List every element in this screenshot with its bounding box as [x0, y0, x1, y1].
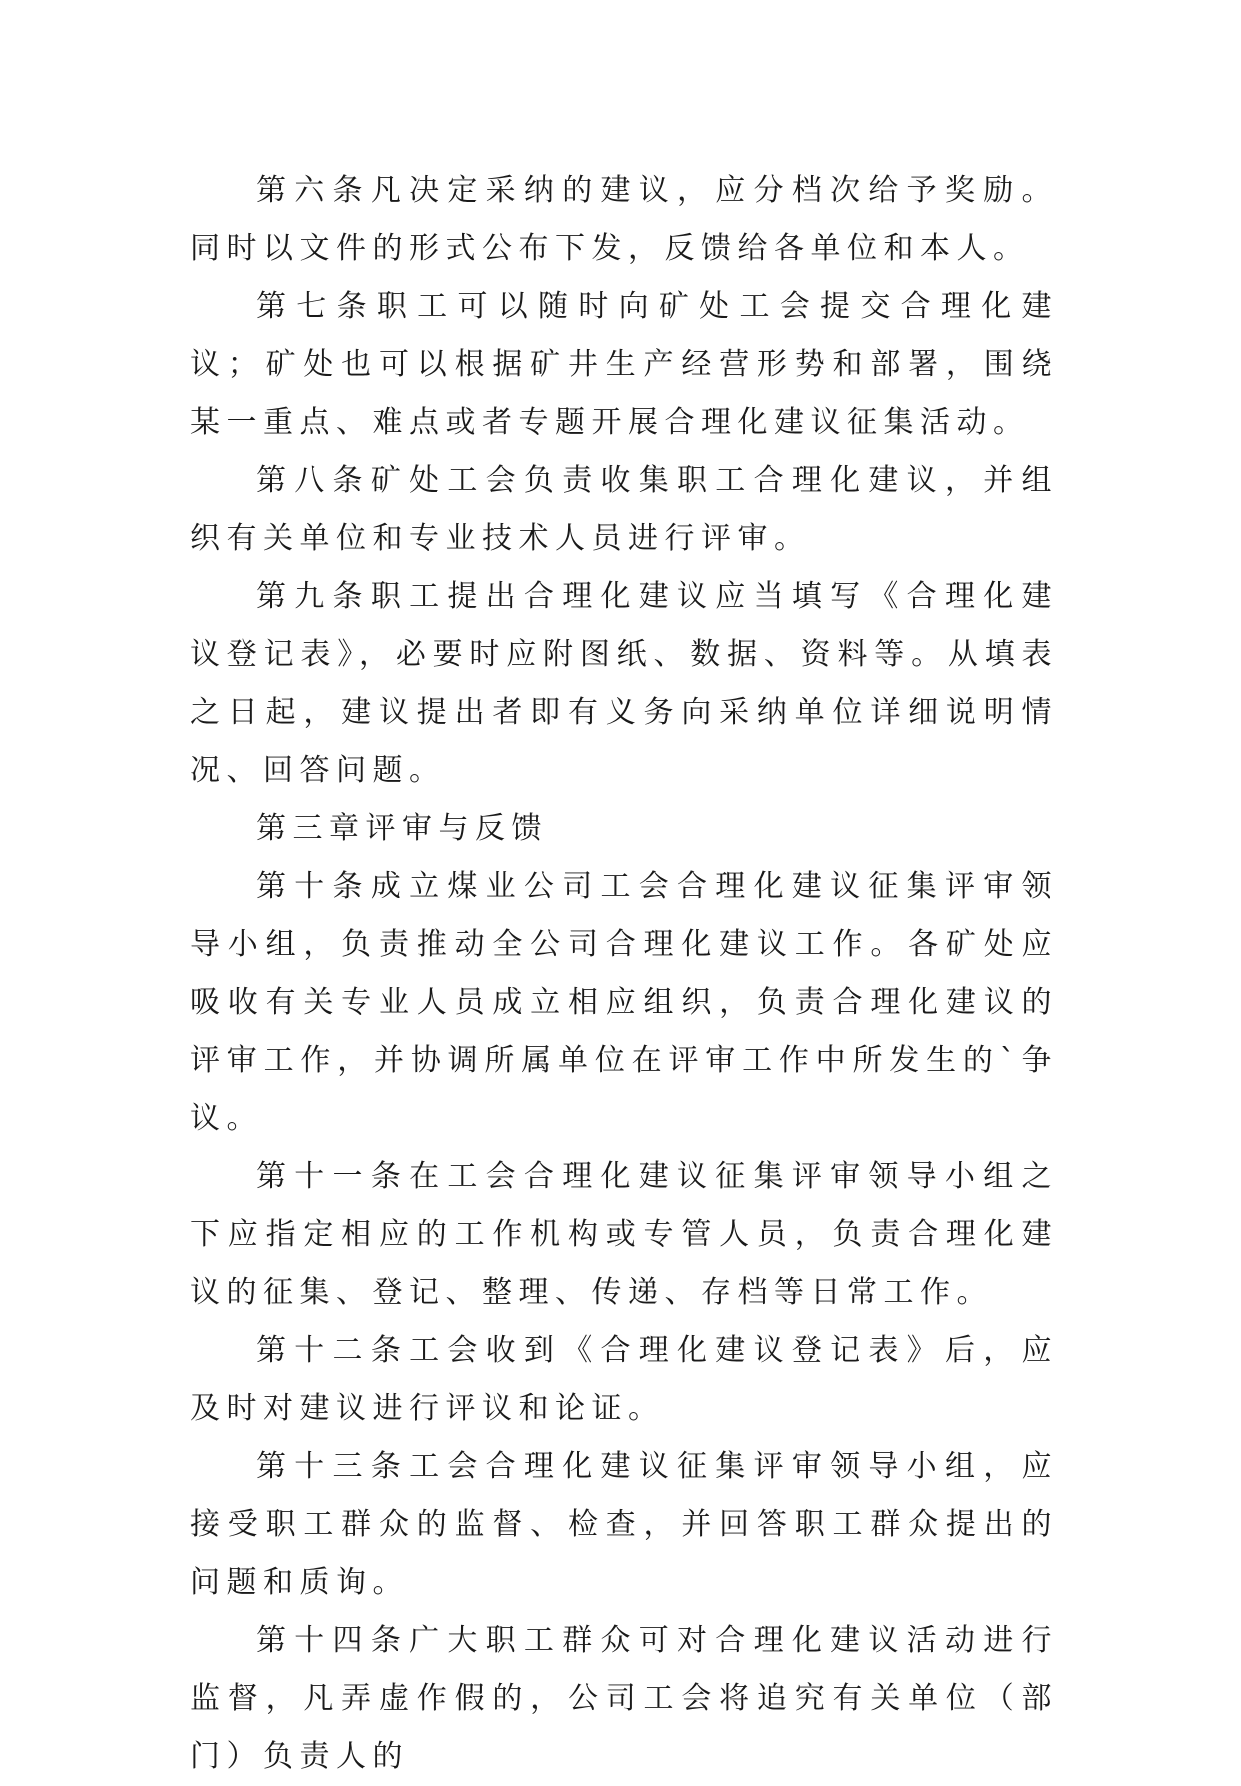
- document-body: [190, 162, 1058, 1786]
- article-11-paragraph: 第十一条在工会合理化建议征集评审领导小组之下应指定相应的工作机构或专管人员，负责合理化建议的征集、登记、整理、传递、存档等日常工作。: [190, 1159, 1058, 1310]
- article-14-paragraph: 第十四条广大职工群众可对合理化建议活动进行监督，凡弄虚作假的，公司工会将追究有关单位（部门）负责人的: [190, 1623, 1058, 1774]
- article-10-paragraph: 第十条成立煤业公司工会合理化建议征集评审领导小组，负责推动全公司合理化建议工作。各矿处应吸收有关专业人员成立相应组织，负责合理化建议的评审工作，并协调所属单位在评审工作中所发生的`争议。: [190, 869, 1058, 1136]
- article-9-paragraph: 第九条职工提出合理化建议应当填写《合理化建议登记表》，必要时应附图纸、数据、资料等。从填表之日起，建议提出者即有义务向采纳单位详细说明情况、回答问题。: [190, 579, 1058, 788]
- article-6-paragraph: 第六条凡决定采纳的建议，应分档次给予奖励。同时以文件的形式公布下发，反馈给各单位和本人。: [190, 173, 1058, 266]
- article-8-paragraph: 第八条矿处工会负责收集职工合理化建议，并组织有关单位和专业技术人员进行评审。: [190, 463, 1058, 556]
- article-12-paragraph: 第十二条工会收到《合理化建议登记表》后，应及时对建议进行评议和论证。: [190, 1333, 1058, 1426]
- chapter-3-heading: 第三章评审与反馈: [256, 811, 548, 846]
- article-13-paragraph: 第十三条工会合理化建议征集评审领导小组，应接受职工群众的监督、检查，并回答职工群众提出的问题和质询。: [190, 1449, 1058, 1600]
- article-7-paragraph: 第七条职工可以随时向矿处工会提交合理化建议；矿处也可以根据矿井生产经营形势和部署，围绕某一重点、难点或者专题开展合理化建议征集活动。: [190, 289, 1058, 440]
